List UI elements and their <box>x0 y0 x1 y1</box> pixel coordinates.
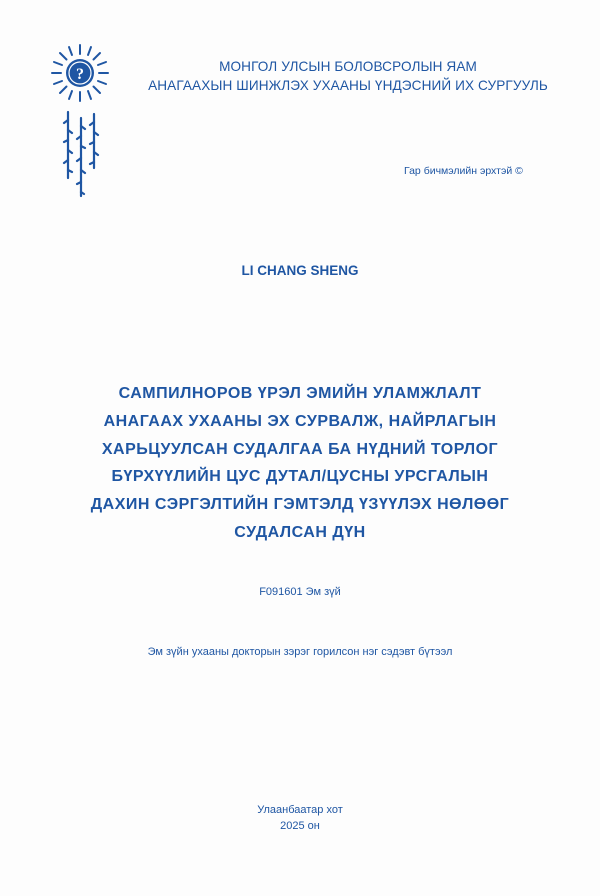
title-line: СУДАЛСАН ДҮН <box>234 523 366 541</box>
author-name: LI CHANG SHENG <box>241 263 359 278</box>
specialty-code: F091601 Эм зүй <box>259 586 341 598</box>
year: 2025 он <box>280 820 320 832</box>
institution-header <box>118 57 578 95</box>
title-line: ХАРЬЦУУЛСАН СУДАЛГАА БА НҮДНИЙ ТОРЛОГ <box>101 440 499 458</box>
thesis-title <box>60 380 540 547</box>
title-line: ДАХИН СЭРГЭЛТИЙН ГЭМТЭЛД ҮЗҮҮЛЭХ НӨЛӨӨГ <box>90 496 510 514</box>
place-and-year <box>0 802 600 834</box>
svg-text:?: ? <box>76 66 84 83</box>
city: Улаанбаатар хот <box>257 804 343 816</box>
title-line: БҮРХҮҮЛИЙН ЦУС ДУТАЛ/ЦУСНЫ УРСГАЛЫН <box>111 468 489 486</box>
copyright-notice: Гар бичмэлийн эрхтэй © <box>404 165 523 177</box>
university-emblem-icon <box>50 43 110 103</box>
ministry-name: МОНГОЛ УЛСЫН БОЛОВСРОЛЫН ЯАМ <box>219 59 477 74</box>
degree-statement: Эм зүйн ухааны докторын зэрэг горилсон нэг сэдэвт бүтээл <box>147 646 453 658</box>
mongolian-script-icon <box>58 108 104 204</box>
title-line: САМПИЛНОРОВ ҮРЭЛ ЭМИЙН УЛАМЖЛАЛТ <box>118 385 482 402</box>
university-name: АНАГААХЫН ШИНЖЛЭХ УХААНЫ ҮНДЭСНИЙ ИХ СУРГУУЛЬ <box>148 78 548 93</box>
title-line: АНАГААХ УХААНЫ ЭХ СУРВАЛЖ, НАЙРЛАГЫН <box>103 412 497 430</box>
